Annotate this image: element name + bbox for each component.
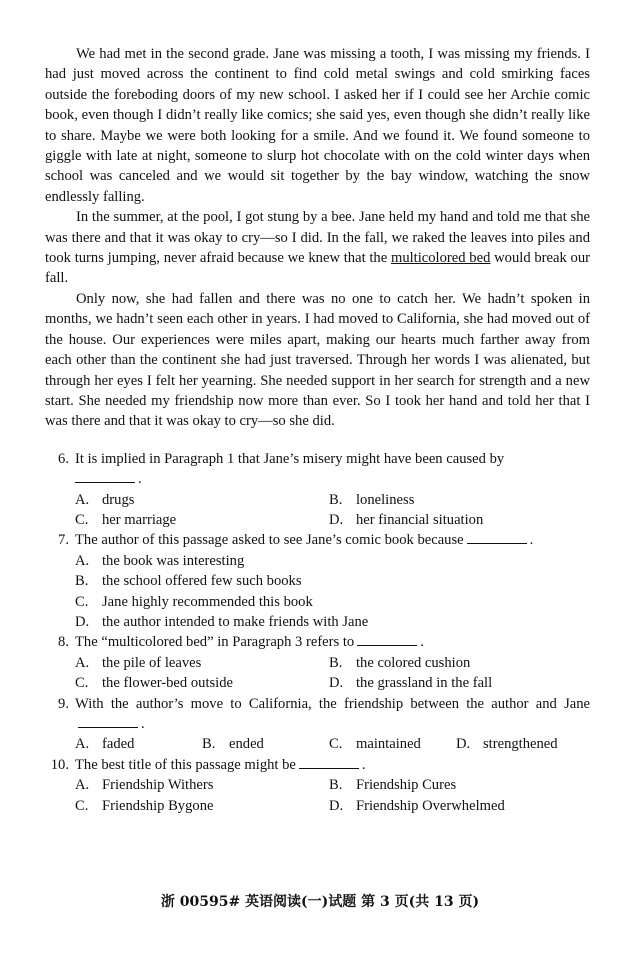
- option-b[interactable]: B. Friendship Cures: [329, 777, 457, 794]
- question-number: 7.: [58, 532, 69, 549]
- option-a[interactable]: A. drugs: [75, 491, 135, 508]
- option-c[interactable]: C. her marriage: [75, 511, 177, 528]
- answer-blank: [299, 756, 359, 769]
- question-text: The best title of this passage might be: [75, 756, 296, 773]
- option-d[interactable]: D. Friendship Overwhelmed: [329, 797, 505, 814]
- question-tail: .: [141, 716, 145, 732]
- exam-page: [45, 44, 590, 816]
- question-text: The “multicolored bed” in Paragraph 3 refers to: [75, 634, 355, 651]
- question-number: 9.: [58, 695, 69, 712]
- answer-blank: [467, 531, 527, 544]
- question-7: [45, 530, 590, 550]
- question-6-options: [45, 490, 590, 531]
- paragraph-2: [45, 207, 590, 289]
- option-a[interactable]: A. faded: [75, 736, 135, 753]
- question-tail: .: [138, 471, 142, 488]
- option-b[interactable]: B. ended: [202, 736, 264, 753]
- option-d[interactable]: D. the grassland in the fall: [329, 675, 493, 692]
- question-stem: [75, 449, 590, 490]
- question-7-options: [45, 551, 590, 633]
- question-tail: .: [420, 634, 424, 651]
- option-c[interactable]: C. Jane highly recommended this book: [75, 593, 313, 610]
- question-9-options: [45, 734, 590, 754]
- question-stem: [75, 755, 590, 775]
- question-10-options: [45, 775, 590, 816]
- question-number: 8.: [58, 634, 69, 651]
- option-c[interactable]: C. Friendship Bygone: [75, 797, 214, 814]
- answer-blank: [78, 715, 138, 728]
- question-stem: [75, 632, 590, 652]
- question-8: [45, 632, 590, 652]
- option-d[interactable]: D. the author intended to make friends with Jane: [75, 613, 369, 630]
- paragraph-2-text-b: would break our fall.: [45, 250, 590, 287]
- underlined-phrase: multicolored bed: [390, 250, 491, 267]
- question-number: 6.: [58, 450, 69, 467]
- question-6: [45, 449, 590, 490]
- option-c[interactable]: C. maintained: [329, 736, 421, 753]
- option-a[interactable]: A. Friendship Withers: [75, 777, 214, 794]
- option-b[interactable]: B. the colored cushion: [329, 654, 471, 671]
- question-text: It is implied in Paragraph 1 that Jane’s misery might have been caused by: [75, 450, 505, 467]
- option-b[interactable]: B. loneliness: [329, 491, 415, 508]
- option-d[interactable]: D. her financial situation: [329, 511, 484, 528]
- question-8-options: [45, 653, 590, 694]
- question-text: The author of this passage asked to see Jane’s comic book because: [75, 532, 464, 549]
- question-list: [45, 449, 590, 816]
- question-text: With the author’s move to California, the friendship between the author and Jane: [75, 695, 590, 712]
- option-d[interactable]: D. strengthened: [456, 736, 558, 753]
- question-9: [45, 694, 590, 735]
- question-stem: [75, 694, 590, 735]
- answer-blank: [357, 633, 417, 646]
- option-a[interactable]: A. the book was interesting: [75, 552, 245, 569]
- paragraph-1: We had met in the second grade. Jane was missing a tooth, I was missing my friends. I had just moved across the continent to find cold metal swings and cold smirking faces outside the foreboding doors of my new school. I asked her if I could see her Archie comic book, even though I didn’t really like comics; she said yes, even though she didn’t really like to share. Maybe we were both looking for a smile. And we found it. We found someone to giggle with late at night, someone to slurp hot chocolate with on the cold winter days when school was canceled and we would sit together by the bay window, watching the snow endlessly falling.: [45, 46, 590, 205]
- answer-blank: [75, 470, 135, 483]
- paragraph-2-text-a: In the summer, at the pool, I got stung by a bee. Jane held my hand and told me that she was there and that it was okay to cry—so I did. In the fall, we raked the leaves into piles and took turns jumping, never afraid because we knew that the: [45, 209, 590, 267]
- page-footer: 浙 00595# 英语阅读(一)试题 第 3 页(共 13 页): [160, 894, 480, 910]
- paragraph-3: Only now, she had fallen and there was no one to catch her. We hadn’t spoken in months, we hadn’t seen each other in years. I had moved to California, she had moved out of the house. Our experiences were miles apart, making our hearts much farther away from each other than the continent she had just traversed. Through her words I was alienated, but through her eyes I felt her yearning. She needed support in her search for strength and a new start. She needed my friendship now more than ever. So I took her hand and told her that I was there and that it was okay to cry—so she did.: [45, 290, 590, 430]
- option-c[interactable]: C. the flower-bed outside: [75, 675, 234, 692]
- option-a[interactable]: A. the pile of leaves: [75, 654, 202, 671]
- question-stem: [75, 530, 590, 550]
- question-number: 10.: [50, 756, 69, 773]
- option-b[interactable]: B. the school offered few such books: [75, 573, 302, 590]
- question-10: [45, 755, 590, 775]
- question-tail: .: [361, 756, 366, 773]
- question-tail: .: [529, 532, 534, 549]
